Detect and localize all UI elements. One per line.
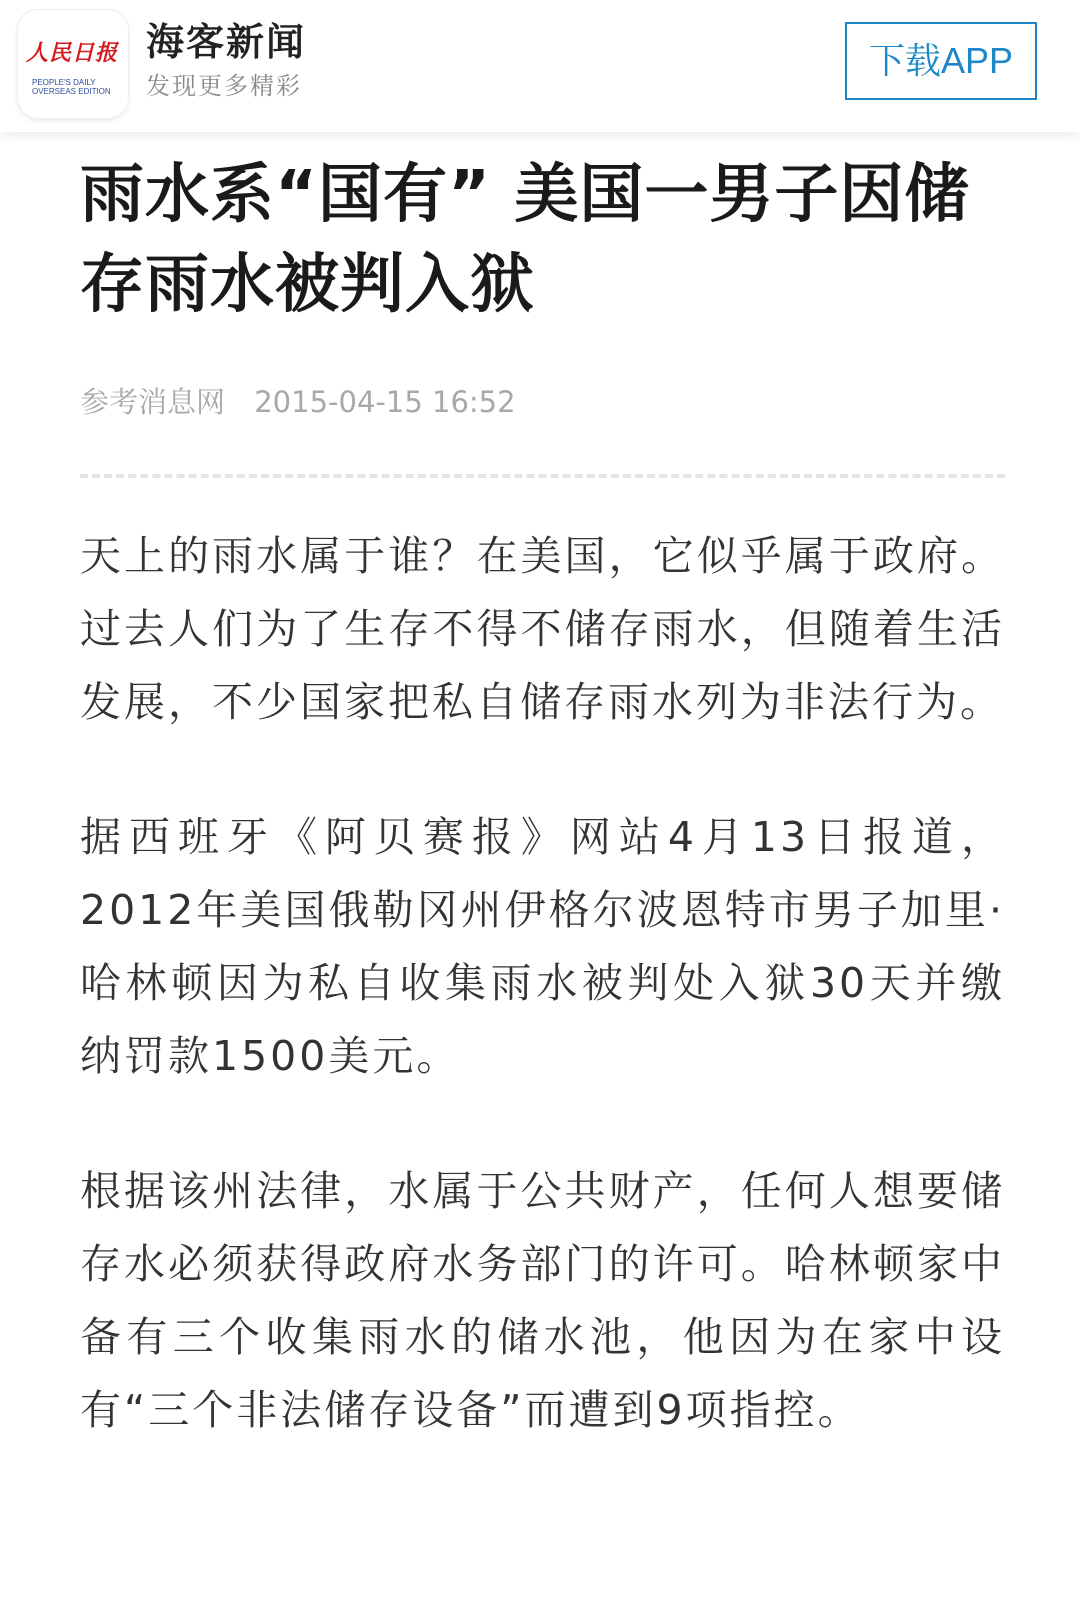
article-paragraph: 天上的雨水属于谁？在美国，它似乎属于政府。过去人们为了生存不得不储存雨水，但随着生活发展，不少国家把私自储存雨水列为非法行为。 (80, 532, 1005, 726)
divider (80, 474, 1005, 478)
article-paragraph: 据西班牙《阿贝赛报》网站4月13日报道，2012年美国俄勒冈州伊格尔波恩特市男子加里·哈林顿因为私自收集雨水被判处入狱30天并缴纳罚款1500美元。 (80, 813, 1005, 1080)
peoples-daily-logo[interactable] (18, 10, 128, 118)
article (80, 150, 1005, 1447)
download-app-button[interactable]: 下载APP (845, 22, 1037, 100)
article-paragraph: 根据该州法律，水属于公共财产，任何人想要储存水必须获得政府水务部门的许可。哈林顿家中备有三个收集雨水的储水池，他因为在家中设有“三个非法储存设备”而遭到9项指控。 (80, 1167, 1005, 1434)
logo-name-cn: 人民日报 (26, 40, 119, 66)
article-title: 雨水系“国有” 美国一男子因储存雨水被判入狱 (80, 158, 970, 322)
article-source: 参考消息网 (80, 385, 226, 419)
app-name: 海客新闻 (146, 20, 307, 64)
logo-name-en: PEOPLE'S DAILY OVERSEAS EDITION (32, 78, 111, 96)
article-meta (80, 382, 1005, 422)
app-header (0, 0, 1080, 132)
app-slogan: 发现更多精彩 (146, 72, 302, 100)
article-datetime: 2015-04-15 16:52 (254, 385, 516, 419)
